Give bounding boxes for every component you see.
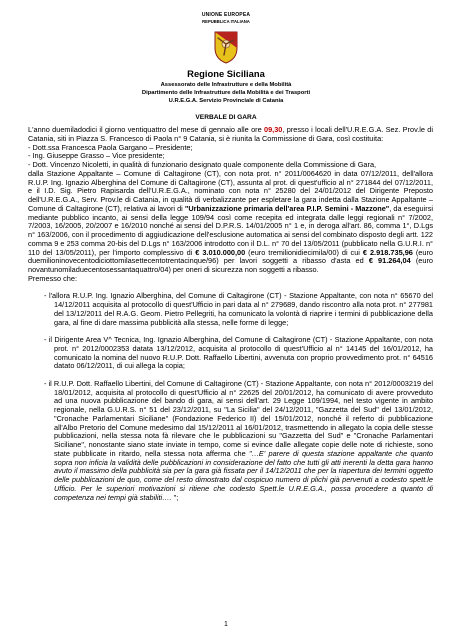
meeting-time: 09,30 xyxy=(264,125,283,134)
commission-member: - Dott.ssa Francesca Paola Gargano – Presidente; xyxy=(28,142,193,152)
works-amount: € 2.918.735,96 xyxy=(362,247,413,257)
sicily-coat-of-arms-icon xyxy=(212,30,240,64)
document-body xyxy=(28,126,433,502)
premise-item: - il R.U.P. Dott. Raffaello Libertini, del Comune di Caltagirone (CT) - Stazione Appaltante, con nota n° 2012/0003219 del 18/01/2012, acquisita al protocollo di quest'Ufficio al n° 22625 del 20/01/2012, ha comunicato di avere provveduto ad una nuova pubblicazione del bando di gara, ai sensi dell'art. 29 Legge 109/1994, nel testo vigente in ambito regionale, nella G.U.R.S. n° 51 del 23/12/2011, su "La Sicilia" del 24/12/2011, "Gazzetta del Sud" del 13/01/2012, "Cronache Parlamentari Siciliane" (Fondazione Federico II) del 15/01/2012, nonché il referto di pubblicazione all'Albo Pretorio del Comune medesimo dal 15/12/2011 al 16/01/2012, trasmettendo in allegato la copia delle stesse pubblicazioni, nella stessa nota fà rilevare che le pubblicazioni su "Gazzetta del Sud" e "Cronache Parlamentari Siciliane", nonostante siano state inviate in tempo, come si evince dalle allegate copie delle note di richieste, sono state pubblicate in ritardo, nella stessa nota afferma che "…E' parere di questa stazione appaltante che quanto sopra non inficia la validità delle pubblicazioni in considerazione del fatto che tutti gli atti inerenti la detta gara hanno avuto il massimo della pubblicità sia per la gara già fissata per il 14/12/2011 che per la riapertura dei termini oggetto delle pubblicazioni de quo, come del resto dimostrato dal cospicuo numero di plichi già pervenuti a codesto spett.le Ufficio. Per le superiori motivazioni si ritiene che codesto Spett.le U.R.E.G.A., possa procedere a quanto di competenza nei tempi già stabiliti…. "; xyxy=(44,378,433,502)
works-title: "Urbanizzazione primaria dell'area P.I.P. Semini - Mazzone" xyxy=(184,203,390,213)
opening-paragraph: L'anno duemiladodici il giorno ventiquattro del mese di gennaio alle ore 09,30, presso i locali dell'U.R.E.G.A. Sez. Prov.le di Catania, siti in Piazza S. Francesco di Paola n° 9 Catania, si è riunita la Commissione di Gara, così costituita: xyxy=(28,125,433,143)
premise-item: - l'allora R.U.P. Ing. Ignazio Alberghina, del Comune di Caltagirone (CT) - Stazione Appaltante, con nota n° 65670 del 14/12/2011 acquisita al protocollo di quest'Ufficio in pari data al n° 279689, dando riscontro alla nota prot. n° 277981 del 13/12/2011 del R.A.G. Geom. Pietro Pellegriti, ha comunicato la volontà di riaprire i termini di pubblicazione della gara, al fine di dare massima pubblicità alla stessa, nelle forme di legge; xyxy=(44,291,433,327)
assessorato-line: Assessorato delle Infrastrutture e della Mobilità xyxy=(160,82,292,88)
premesso-heading: Premesso che: xyxy=(28,273,77,283)
page-number: 1 xyxy=(224,621,228,628)
republic-label: REPUBBLICA ITALIANA xyxy=(202,19,250,24)
total-amount: € 3.010.000,00 xyxy=(195,247,246,257)
quoted-opinion: "…E' parere di questa stazione appaltante che quanto sopra non inficia la validità delle pubblicazioni in considerazione del fatto che tutti gli atti inerenti la detta gara hanno avuto il massimo della pubblicità sia per la gara già fissata per il 14/12/2011 che per la riapertura dei termini oggetto delle pubblicazioni de quo, come del resto dimostrato dal cospicuo numero di plichi già pervenuti a codesto spett.le Ufficio. Per le superiori motivazioni si ritiene che codesto Spett.le U.R.E.G.A., possa procedere a quanto di competenza nei tempi già stabiliti…. xyxy=(54,448,433,502)
eu-label: UNIONE EUROPEA xyxy=(201,12,251,18)
region-title: Regione Siciliana xyxy=(187,68,265,79)
urega-line: U.R.E.G.A. Servizio Provinciale di Catania xyxy=(168,98,284,104)
premise-item: - il Dirigente Area V^ Tecnica, Ing. Ignazio Alberghina, del Comune di Caltagirone (CT) - Stazione Appaltante, con nota prot. n° 2012/0002353 datata 13/12/2012, acquisita al protocollo di quest'Ufficio al n° 14145 del 16/01/2012, ha comunicato la nomina del nuovo R.U.P. Dott. Raffaello Libertini, avvenuta con proprio provvedimento prot. n° 64516 datato 06/12/2011, di cui allega la copia; xyxy=(44,335,433,371)
safety-amount: € 91.264,04 xyxy=(368,256,411,266)
commission-member: - Ing. Giuseppe Grasso – Vice presidente; xyxy=(28,151,165,161)
tender-paragraph: dalla Stazione Appaltante – Comune di Caltagirone (CT), con nota prot. n° 2011/0064620 in data 07/12/2011, dell'allora R.U.P. Ing. Ignazio Alberghina del Comune di Caltagirone (CT), assunta al prot. di quest'ufficio al n° 271844 del 07/12/2011, e il I.D. Sig. Pietro Rapisarda dell'U.R.E.G.A., nominato con nota n° 25280 del 24/01/2012 del Dirigente Preposto dell'U.R.E.G.A., Serv. Prov.le di Catania, in qualità di verbalizzante per espletare la gara indetta dalla Stazione Appaltante – Comune di Caltagirone (CT), relativa ai lavori di "Urbanizzazione primaria dell'area P.I.P. Semini - Mazzone", da eseguirsi mediante pubblico incanto, ai sensi della legge 109/94 così come recepita ed integrata dalle leggi regionali n° 7/2002, 7/2003, 16/2005, 20/2007 e 16/2010 nonché ai sensi del D.P.R.S. 14/01/2005 n° 1 e, in deroga all'art. 86, comma 1°, D.Lgs n° 163/2006, con il procedimento di aggiudicazione dell'esclusione automatica ai sensi del combinato disposto degli artt. 122 comma 9 e 253 comma 20-bis del D.Lgs n° 163/2006 introdotto con il D.L. n° 70 del 13/05/2011 (pubblicato nella G.U.R.I. n° 110 del 13/05/2011), per l'importo complessivo di € 3.010.000,00 (euro tremilionidiecimila/00) di cui € 2.918.735,96 (euro duemilioninovecentodiciottomilasettecentotrentacinque/96) per lavori soggetti a ribasso d'asta ed € 91.264,04 (euro novantunomiladuecentosessantaquattro/04) per oneri di sicurezza non soggetti a ribasso. xyxy=(28,168,434,274)
commission-member: - Dott. Vincenzo Nicoletti, in qualità di funzionario designato quale componente della Commissione di Gara, xyxy=(28,160,377,169)
dipartimento-line: Dipartimento delle Infrastrutture della Mobilità e dei Trasporti xyxy=(141,90,311,96)
document-title: VERBALE DI GARA xyxy=(195,114,257,121)
